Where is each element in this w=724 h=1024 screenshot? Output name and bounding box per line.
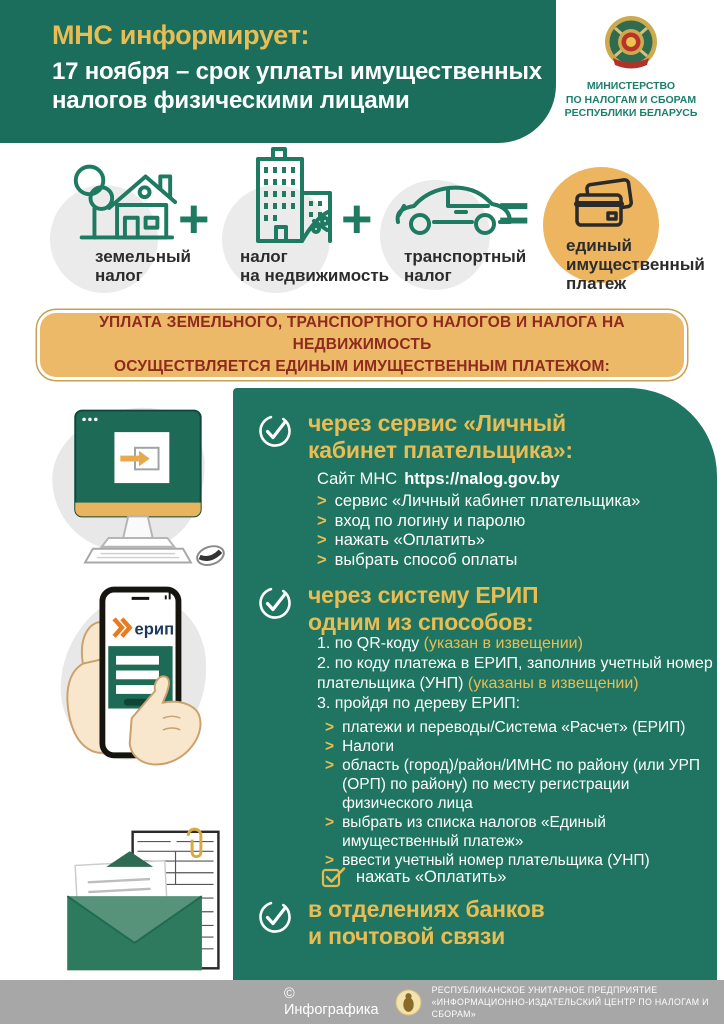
list-item: > сервис «Личный кабинет плательщика» [317,492,641,510]
publisher-name: РЕСПУБЛИКАНСКОЕ УНИТАРНОЕ ПРЕДПРИЯТИЕ «ИНФОРМАЦИОННО-ИЗДАТЕЛЬСКИЙ ЦЕНТР ПО НАЛОГАМ И СБОРАМ» [431,984,709,1020]
list-item: 1. по QR-коду (указан в извещении) [317,635,583,652]
list-item: > платежи и переводы/Система «Расчет» (ЕРИП) [325,719,686,736]
checkbox-icon [321,866,347,888]
building-icon [232,145,344,263]
label-transport-tax: транспортный налог [404,247,527,286]
erip-tree-list [325,718,703,870]
arrow-bullet-icon: > [325,757,335,774]
pay-final-step: нажать «Оплатить» [321,866,506,888]
check-circle-icon [255,411,295,451]
arrow-bullet-icon: > [325,719,335,736]
list-item: > выбрать способ оплаты [317,550,518,569]
site-url: https://nalog.gov.by [404,470,560,488]
phone-erip-illustration [40,572,235,808]
mns-site-line [317,470,560,489]
list-item: > ввести учетный номер плательщика (УНП) [325,852,650,869]
page-title [52,57,542,116]
house-tree-icon [62,148,180,260]
label-land-tax: земельный налог [95,247,191,286]
footer-bar [0,980,724,1024]
payment-methods-panel [233,388,717,980]
section-heading: через систему ЕРИП одним из способов: [308,582,539,635]
header-tagline: МНС информирует: [52,20,310,50]
info-banner: УПЛАТА ЗЕМЕЛЬНОГО, ТРАНСПОРТНОГО НАЛОГОВ И НАЛОГА НА НЕДВИЖИМОСТЬ ОСУЩЕСТВЛЯЕТСЯ ЕДИНЫМ ИМУЩЕСТВЕННЫМ ПЛАТЕЖОМ: [40,313,684,377]
arrow-bullet-icon: > [317,531,327,549]
cabinet-steps-list [317,492,640,570]
list-item: > область (город)/район/ИМНС по району (или УРП (ОРП) по району) по месту регистрации физического лица [325,757,701,812]
section-heading: через сервис «Личный кабинет плательщика»: [308,410,573,463]
car-icon [388,168,516,246]
site-label: Сайт МНС [317,470,398,488]
section-heading: в отделениях банков и почтовой связи [308,896,545,949]
arrow-bullet-icon: > [325,738,335,755]
section-erip [255,582,538,635]
list-item: > вход по логину и паролю [317,511,526,530]
list-item: > Налоги [325,738,395,755]
page-title-line2: налогов физическими лицами [52,87,410,115]
section-personal-cabinet [255,410,573,463]
list-item: > нажать «Оплатить» [317,531,486,549]
arrow-bullet-icon: > [325,814,335,831]
computer-illustration [38,398,234,576]
label-unified-payment: единый имущественный платеж [566,236,705,294]
ministry-name: МИНИСТЕРСТВО ПО НАЛОГАМ И СБОРАМ РЕСПУБЛИКИ БЕЛАРУСЬ [564,80,698,120]
ministry-logo-block [545,14,717,121]
arrow-bullet-icon: > [317,492,327,510]
erip-numbered-list [317,634,719,714]
page-title-line1: 17 ноября – срок уплаты имущественных [52,58,542,85]
plus-operator: + [178,189,210,249]
ministry-emblem-icon [601,14,661,74]
publisher-logo-icon [395,989,422,1016]
section-banks-post [255,896,545,949]
arrow-bullet-icon: > [317,511,327,530]
list-item: > выбрать из списка налогов «Единый имущественный платеж» [325,814,606,850]
list-item: 3. пройдя по дереву ЕРИП: [317,695,521,712]
infographic-copyright: © Инфографика [284,986,379,1018]
list-item: 2. по коду платежа в ЕРИП, заполнив учетный номер плательщика (УНП) (указаны в извещении) [317,655,713,692]
check-circle-icon [255,583,295,623]
plus-operator: + [341,189,373,249]
equals-operator: = [498,183,530,243]
erip-logo-text: ерип [134,619,175,639]
label-estate-tax: налог на недвижимость [240,247,390,286]
bank-cards-icon [572,178,636,236]
arrow-bullet-icon: > [317,550,327,569]
envelope-mail-illustration [40,822,235,982]
arrow-bullet-icon: > [325,852,335,869]
check-circle-icon [255,897,295,937]
